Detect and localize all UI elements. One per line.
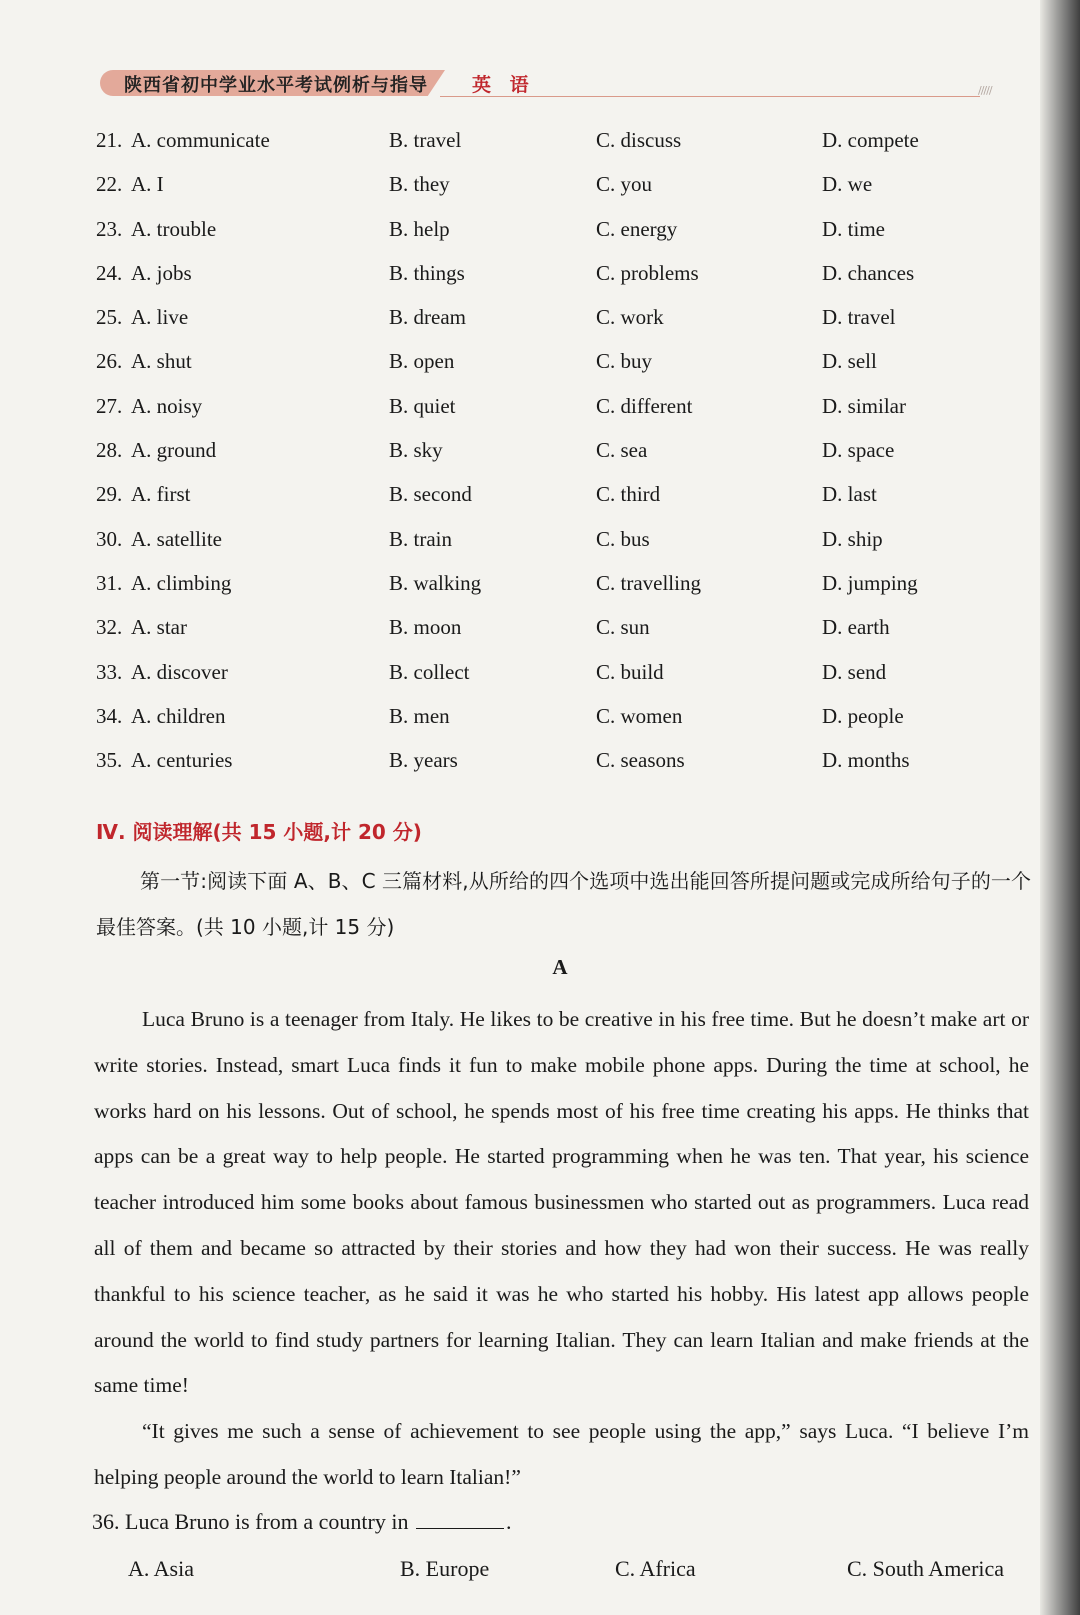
- option-b: B. open: [389, 349, 455, 374]
- question-number: 34.: [96, 703, 123, 728]
- option-c: C. buy: [596, 349, 653, 374]
- option-a: A. jobs: [131, 260, 192, 285]
- option-d: D. jumping: [822, 570, 918, 595]
- option-c: C. travelling: [596, 570, 701, 595]
- option-b: B. quiet: [389, 393, 456, 418]
- option-d: D. people: [822, 703, 904, 728]
- option-c: C. bus: [596, 526, 650, 551]
- option-a: A. noisy: [131, 393, 203, 418]
- question-number: 31.: [96, 570, 123, 595]
- option-row: [96, 527, 976, 571]
- question-number: 35.: [96, 748, 123, 773]
- page-binding-edge: [1040, 0, 1080, 1615]
- question-stem: 36. Luca Bruno is from a country in: [92, 1509, 409, 1534]
- option-row: [96, 704, 976, 748]
- subject-label: 英 语: [472, 74, 535, 96]
- option-b: B. things: [389, 260, 465, 285]
- option-c: C. discuss: [596, 128, 682, 152]
- option-row: [96, 615, 976, 659]
- question-36-options: [92, 1556, 1012, 1586]
- option-row: [96, 305, 976, 349]
- option-b: B. dream: [389, 305, 466, 330]
- option-b: B. walking: [389, 570, 482, 595]
- question-number: 21.: [96, 128, 123, 152]
- header-rule: [440, 96, 980, 97]
- option-b: B. train: [389, 526, 452, 551]
- question-number: 33.: [96, 659, 123, 684]
- option-c: C. energy: [596, 216, 678, 241]
- question-number: 22.: [96, 172, 123, 197]
- option-row: [96, 660, 976, 704]
- cloze-options-list: [96, 128, 976, 792]
- header-hatch: /////: [978, 84, 992, 97]
- option-b: B. years: [389, 748, 458, 773]
- option-row: [96, 438, 976, 482]
- option-c: C. sea: [596, 438, 648, 463]
- option-c: C. work: [596, 305, 664, 330]
- option-row: [96, 748, 976, 792]
- option-row: [96, 349, 976, 393]
- question-number: 23.: [96, 216, 123, 241]
- option-d: D. chances: [822, 260, 915, 285]
- option-d: D. earth: [822, 615, 890, 640]
- option-b: B. they: [389, 172, 450, 197]
- option-c: C. Africa: [615, 1556, 696, 1581]
- option-d: D. send: [822, 659, 887, 684]
- option-c: C. sun: [596, 615, 650, 640]
- passage-paragraph: “It gives me such a sense of achievement to see people using the app,” says Luca. “I believe I’m helping people around the world to learn Italian!”: [94, 1419, 1029, 1489]
- option-c: C. you: [596, 172, 653, 197]
- option-b: B. sky: [389, 438, 443, 463]
- option-c: C. problems: [596, 260, 699, 285]
- book-title: 陕西省初中学业水平考试例析与指导: [124, 75, 428, 96]
- section-instruction: 第一节:阅读下面 A、B、C 三篇材料,从所给的四个选项中选出能回答所提问题或完成所给句子的一个最佳答案。(共 10 小题,计 15 分): [96, 869, 1031, 939]
- option-row: [96, 482, 976, 526]
- option-b: B. help: [389, 216, 450, 241]
- option-a: A. shut: [131, 349, 192, 374]
- option-a: A. climbing: [131, 570, 232, 595]
- option-a: A. satellite: [131, 526, 222, 551]
- option-d: C. South America: [847, 1556, 1005, 1581]
- question-number: 27.: [96, 393, 123, 418]
- option-a: A. children: [131, 703, 226, 728]
- option-b: B. second: [389, 482, 472, 507]
- question-number: 26.: [96, 349, 123, 374]
- option-c: C. third: [596, 482, 661, 507]
- option-a: A. first: [131, 482, 191, 507]
- option-row: [96, 172, 976, 216]
- option-c: C. seasons: [596, 748, 685, 773]
- option-a: A. centuries: [131, 748, 233, 773]
- option-a: A. I: [131, 172, 164, 197]
- option-b: B. Europe: [400, 1556, 490, 1581]
- option-d: D. last: [822, 482, 877, 507]
- option-row: [96, 571, 976, 615]
- option-b: B. men: [389, 703, 450, 728]
- option-d: D. months: [822, 748, 910, 773]
- option-d: D. ship: [822, 526, 883, 551]
- question-number: 24.: [96, 260, 123, 285]
- option-a: A. star: [131, 615, 187, 640]
- answer-blank: [416, 1510, 504, 1529]
- option-a: A. live: [131, 305, 189, 330]
- option-d: D. time: [822, 216, 885, 241]
- option-a: A. Asia: [128, 1556, 194, 1581]
- option-b: B. travel: [389, 128, 462, 152]
- question-number: 28.: [96, 438, 123, 463]
- option-b: B. moon: [389, 615, 462, 640]
- page-header: [100, 66, 992, 100]
- option-c: C. build: [596, 659, 664, 684]
- option-a: A. trouble: [131, 216, 217, 241]
- passage-label: A: [552, 955, 568, 979]
- section-title: Ⅳ. 阅读理解(共 15 小题,计 20 分): [96, 820, 422, 844]
- option-a: A. communicate: [131, 128, 270, 152]
- option-d: D. similar: [822, 393, 906, 418]
- option-row: [96, 261, 976, 305]
- question-number: 32.: [96, 615, 123, 640]
- option-row: [96, 128, 976, 172]
- option-a: A. discover: [131, 659, 228, 684]
- option-d: D. sell: [822, 349, 877, 374]
- option-d: D. we: [822, 172, 873, 197]
- option-b: B. collect: [389, 659, 470, 684]
- option-d: D. space: [822, 438, 895, 463]
- question-number: 29.: [96, 482, 123, 507]
- option-c: C. women: [596, 703, 683, 728]
- passage-paragraph: Luca Bruno is a teenager from Italy. He likes to be creative in his free time. But he doesn’t make art or write stories. Instead, smart Luca finds it fun to make mobile phone apps. During the time at school, he works hard on his lessons. Out of school, he spends most of his free time creating his apps. He thinks that apps can be a great way to help people. He started programming when he was ten. That year, his science teacher introduced him some books about famous businessmen who started out as programmers. Luca read all of them and became so attracted by their stories and how they had won their success. He was really thankful to his science teacher, as he said it was he who started his hobby. His latest app allows people around the world to find study partners for learning Italian. They can learn Italian and make friends at the same time!: [94, 1007, 1029, 1398]
- question-number: 30.: [96, 526, 123, 551]
- option-d: D. travel: [822, 305, 896, 330]
- option-row: [96, 394, 976, 438]
- question-number: 25.: [96, 305, 123, 330]
- option-d: D. compete: [822, 128, 919, 152]
- question-36: [92, 1509, 512, 1535]
- question-stem-end: .: [506, 1509, 512, 1534]
- passage-a: [94, 997, 1029, 1501]
- option-c: C. different: [596, 393, 693, 418]
- option-a: A. ground: [131, 438, 217, 463]
- option-row: [96, 217, 976, 261]
